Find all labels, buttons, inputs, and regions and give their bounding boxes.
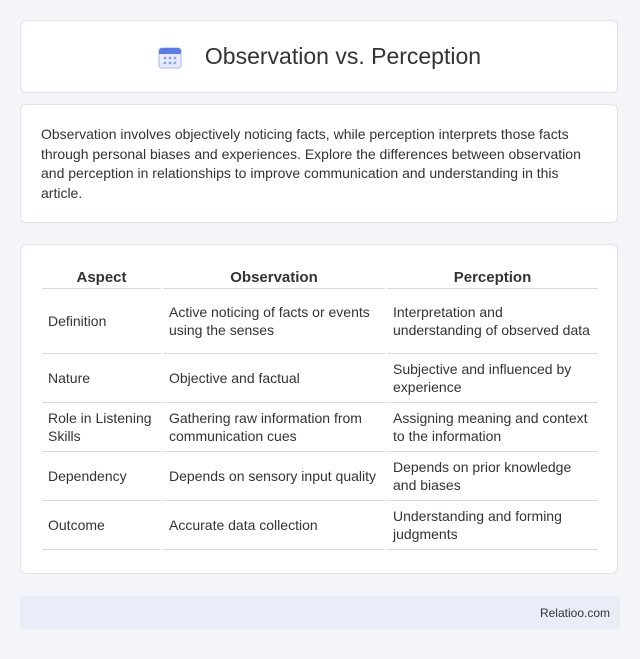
page-title: Observation vs. Perception xyxy=(204,43,482,69)
table-header-row xyxy=(42,265,598,289)
table-cell: Gathering raw information from communication cues xyxy=(163,403,385,452)
table-cell: Interpretation and understanding of observed data xyxy=(387,289,598,354)
table-cell: Nature xyxy=(42,354,161,403)
table-row xyxy=(42,289,598,354)
intro-card xyxy=(20,104,618,223)
table-cell: Role in Listening Skills xyxy=(42,403,161,452)
table-row xyxy=(42,403,598,452)
table-cell: Outcome xyxy=(42,501,161,550)
comparison-table xyxy=(40,265,600,550)
table-row xyxy=(42,354,598,403)
table-row xyxy=(42,501,598,550)
table-cell: Depends on sensory input quality xyxy=(163,452,385,501)
table-cell: Assigning meaning and context to the information xyxy=(387,403,598,452)
column-header: Perception xyxy=(387,265,598,289)
comparison-table-card xyxy=(20,244,618,574)
table-cell: Accurate data collection xyxy=(163,501,385,550)
intro-text: Observation involves objectively noticing facts, while perception interprets those facts through personal biases and experiences. Explore the differences between observation and perception in relationships to improve communication and understanding in this article. xyxy=(41,126,581,201)
table-cell: Dependency xyxy=(42,452,161,501)
column-header: Observation xyxy=(163,265,385,289)
title-card xyxy=(20,20,618,93)
table-cell: Subjective and influenced by experience xyxy=(387,354,598,403)
calendar-icon xyxy=(157,44,183,70)
table-cell: Objective and factual xyxy=(163,354,385,403)
table-cell: Understanding and forming judgments xyxy=(387,501,598,550)
table-cell: Active noticing of facts or events using the senses xyxy=(163,289,385,354)
table-row xyxy=(42,452,598,501)
column-header: Aspect xyxy=(42,265,161,289)
footer xyxy=(20,596,620,629)
footer-brand: Relatioo.com xyxy=(539,605,610,620)
table-cell: Definition xyxy=(42,289,161,354)
table-cell: Depends on prior knowledge and biases xyxy=(387,452,598,501)
